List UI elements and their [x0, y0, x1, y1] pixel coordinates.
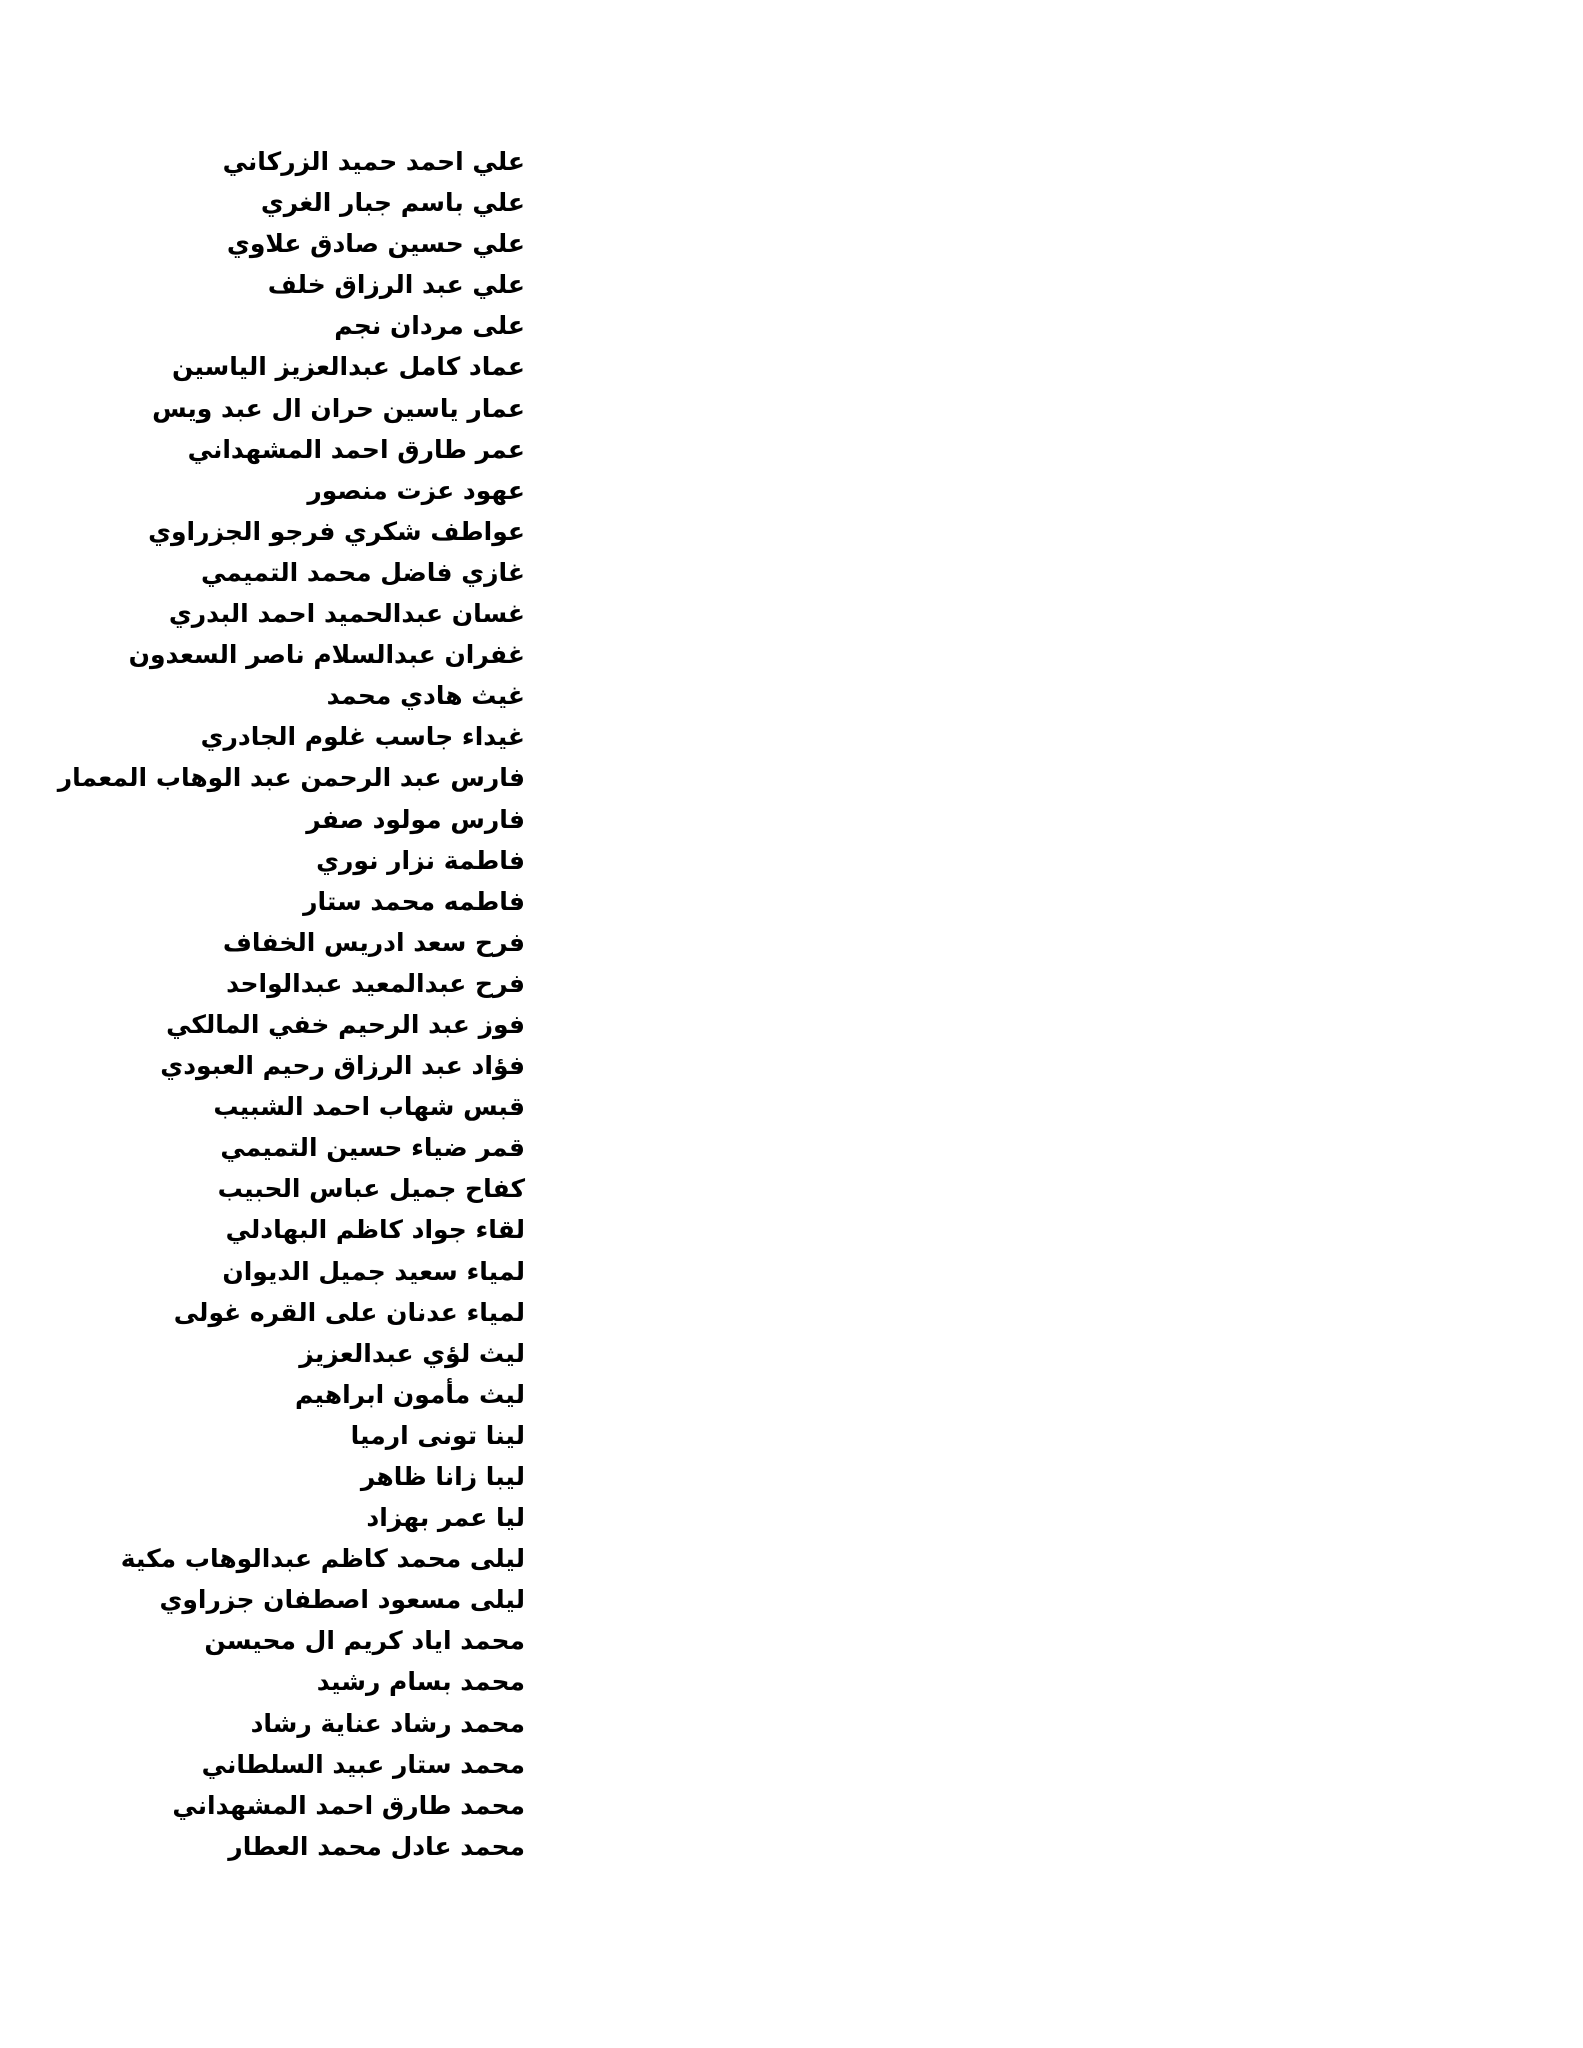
name-entry: فاطمه محمد ستار — [303, 886, 525, 916]
name-entry: فارس عبد الرحمن عبد الوهاب المعمار — [57, 763, 525, 793]
name-entry: غازي فاضل محمد التميمي — [201, 557, 525, 587]
name-entry: لمياء عدنان على القره غولى — [173, 1297, 525, 1327]
names-list — [57, 141, 525, 1867]
name-entry: علي حسين صادق علاوي — [226, 229, 525, 259]
name-entry: فاطمة نزار نوري — [316, 845, 525, 875]
name-entry: محمد طارق احمد المشهداني — [172, 1790, 525, 1820]
name-entry: غيث هادي محمد — [326, 681, 525, 711]
name-entry: عماد كامل عبدالعزيز الياسين — [171, 352, 525, 382]
name-entry: قبس شهاب احمد الشبيب — [213, 1092, 525, 1122]
name-entry: لمياء سعيد جميل الديوان — [222, 1256, 525, 1286]
name-entry: عمر طارق احمد المشهداني — [187, 434, 525, 464]
name-entry: محمد اياد كريم ال محيسن — [204, 1626, 525, 1656]
name-entry: فؤاد عبد الرزاق رحيم العبودي — [160, 1051, 525, 1081]
name-entry: محمد رشاد عناية رشاد — [250, 1708, 525, 1738]
name-entry: فارس مولود صفر — [306, 804, 525, 834]
name-entry: ليلى مسعود اصطفان جزراوي — [159, 1585, 525, 1615]
name-entry: عمار ياسين حران ال عبد ويس — [152, 393, 525, 423]
name-entry: غسان عبدالحميد احمد البدري — [168, 599, 525, 629]
name-entry: قمر ضياء حسين التميمي — [220, 1133, 525, 1163]
name-entry: على مردان نجم — [334, 311, 525, 341]
name-entry: ليث مأمون ابراهيم — [294, 1379, 525, 1409]
name-entry: محمد عادل محمد العطار — [228, 1831, 525, 1861]
name-entry: ليلى محمد كاظم عبدالوهاب مكية — [120, 1544, 525, 1574]
name-entry: علي باسم جبار الغري — [260, 188, 525, 218]
name-entry: ليث لؤي عبدالعزيز — [299, 1338, 525, 1368]
name-entry: فوز عبد الرحيم خفي المالكي — [166, 1009, 525, 1039]
name-entry: لينا تونى ارميا — [350, 1420, 525, 1450]
name-entry: فرح عبدالمعيد عبدالواحد — [226, 968, 525, 998]
name-entry: عواطف شكري فرجو الجزراوي — [148, 516, 525, 546]
name-entry: فرح سعد ادريس الخفاف — [222, 927, 525, 957]
name-entry: ليبا زانا ظاهر — [360, 1462, 525, 1491]
name-entry: علي عبد الرزاق خلف — [267, 270, 525, 300]
name-entry: غيداء جاسب غلوم الجادري — [200, 722, 525, 752]
name-entry: لقاء جواد كاظم البهادلي — [225, 1215, 525, 1245]
name-entry: محمد بسام رشيد — [316, 1667, 525, 1697]
name-entry: ليا عمر بهزاد — [366, 1503, 525, 1533]
name-entry: كفاح جميل عباس الحبيب — [217, 1174, 525, 1204]
name-entry: محمد ستار عبيد السلطاني — [201, 1749, 525, 1779]
name-entry: علي احمد حميد الزركاني — [222, 147, 525, 176]
name-entry: عهود عزت منصور — [307, 475, 525, 505]
name-entry: غفران عبدالسلام ناصر السعدون — [128, 640, 525, 670]
